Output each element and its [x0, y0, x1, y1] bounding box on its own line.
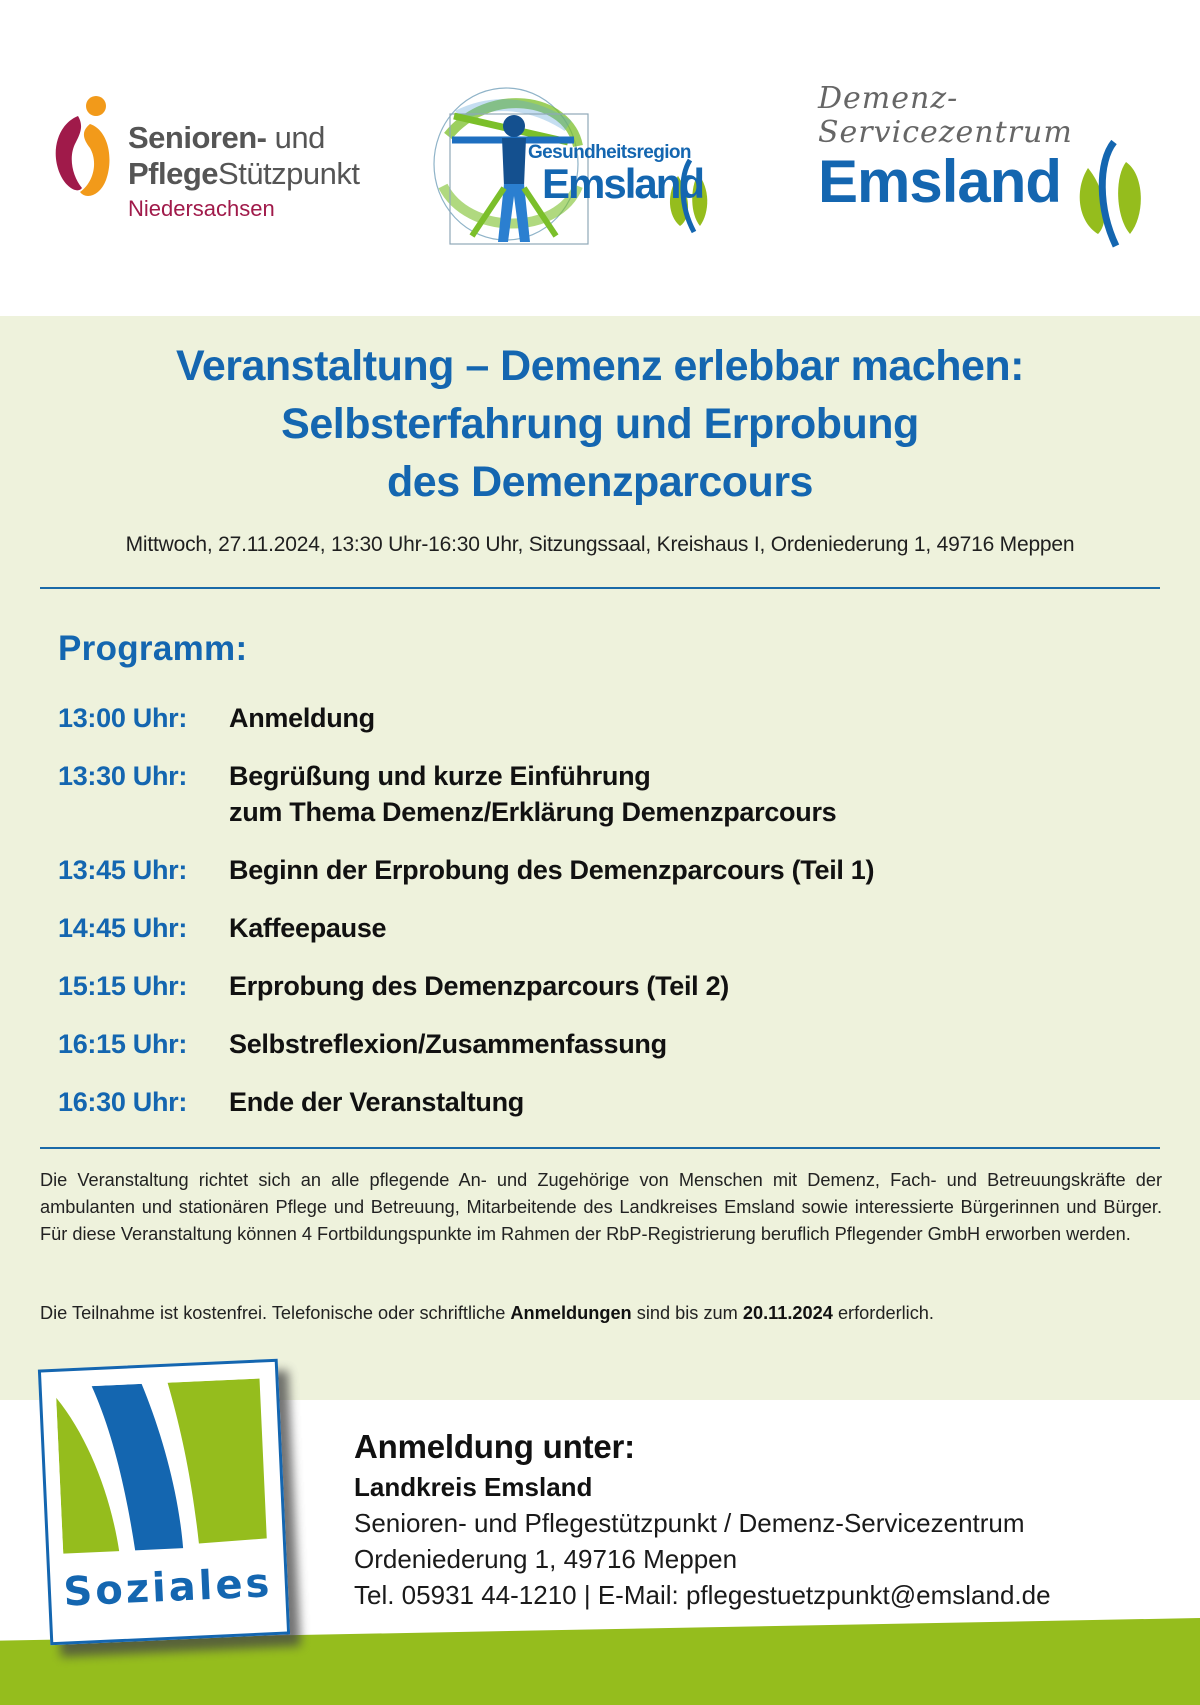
program-desc: Kaffeepause — [229, 913, 387, 943]
contact-block — [354, 1425, 1051, 1613]
logo-senioren-pflegestuetzpunkt — [50, 96, 380, 236]
audience-info: Die Veranstaltung richtet sich an alle pflegende An- und Zugehörige von Menschen mit Demenz, Fach- und Betreuungskräfte der ambulanten und stationären Pflege und Betreuung, Mitarbeitende des Landkreises Emsland sowie interessierte Bürgerinnen und Bürger. Für diese Veranstaltung können 4 Fortbildungspunkte im Rahmen der RbP-Registrierung beruflich Pflegender GmbH erworben werden. — [40, 1170, 1162, 1244]
emsland-wave-icon — [1068, 138, 1158, 248]
ger-line1: Gesundheitsregion — [528, 142, 691, 163]
sps-line3: Niedersachsen — [128, 196, 275, 221]
notice-part2: sind bis zum — [631, 1303, 743, 1323]
dsz-line2: Servicezentrum — [818, 115, 1073, 150]
logo-soziales — [38, 1359, 290, 1646]
program-time: 15:15 Uhr: — [58, 971, 188, 1001]
program-time: 13:00 Uhr: — [58, 703, 188, 733]
soziales-card — [38, 1359, 290, 1646]
sps-line2-bold: Pflege — [128, 156, 219, 191]
event-date-location: Mittwoch, 27.11.2024, 13:30 Uhr-16:30 Uhr, Sitzungssaal, Kreishaus I, Ordeniederung 1, 49716 Meppen — [125, 533, 1075, 556]
divider-top — [40, 587, 1160, 589]
program-desc-line1: Begrüßung und kurze Einführung — [229, 761, 651, 791]
program-item — [58, 700, 1158, 736]
notice-bold-anmeldungen: Anmeldungen — [510, 1303, 632, 1323]
contact-phone-email[interactable]: Tel. 05931 44-1210 | E-Mail: pflegestuetzpunkt@emsland.de — [354, 1580, 1051, 1610]
program-time: 16:15 Uhr: — [58, 1029, 188, 1059]
title-line2: Selbsterfahrung und Erprobung — [281, 400, 919, 448]
dsz-line3: Emsland — [818, 148, 1062, 215]
program-item — [58, 1084, 1158, 1120]
logo-demenz-servicezentrum — [818, 82, 1158, 232]
program-time: 13:45 Uhr: — [58, 855, 188, 885]
program-desc: Selbstreflexion/Zusammenfassung — [229, 1029, 667, 1059]
registration-notice — [40, 1300, 1162, 1327]
program-item — [58, 910, 1158, 946]
contact-heading: Anmeldung unter: — [354, 1428, 635, 1465]
contact-address: Ordeniederung 1, 49716 Meppen — [354, 1544, 738, 1574]
contact-dept: Senioren- und Pflegestützpunkt / Demenz-Servicezentrum — [354, 1508, 1025, 1538]
dsz-line1: Demenz- — [818, 81, 959, 116]
event-title — [0, 337, 1200, 511]
title-line3: des Demenzparcours — [387, 458, 813, 506]
sps-line1-rest: und — [266, 120, 325, 155]
sps-line1-bold: Senioren- — [128, 120, 267, 155]
program-list — [58, 700, 1158, 1142]
program-desc: Anmeldung — [229, 703, 375, 733]
program-item — [58, 1026, 1158, 1062]
sps-line2-rest: Stützpunkt — [218, 156, 360, 191]
program-desc-line2: zum Thema Demenz/Erklärung Demenzparcours — [229, 797, 837, 827]
program-heading: Programm: — [58, 629, 248, 668]
program-desc — [229, 758, 836, 830]
header-logos — [0, 0, 1200, 316]
contact-org: Landkreis Emsland — [354, 1472, 593, 1502]
program-desc: Ende der Veranstaltung — [229, 1087, 524, 1117]
notice-part3: erforderlich. — [832, 1303, 934, 1323]
title-line1: Veranstaltung – Demenz erlebbar machen: — [176, 342, 1024, 390]
program-item — [58, 852, 1158, 888]
soziales-emblem-icon — [56, 1378, 270, 1563]
program-time: 14:45 Uhr: — [58, 913, 188, 943]
program-item — [58, 968, 1158, 1004]
divider-bottom — [40, 1147, 1160, 1149]
notice-part1: Die Teilnahme ist kostenfrei. Telefonische oder schriftliche — [40, 1303, 511, 1323]
ger-line2: Emsland — [542, 160, 704, 207]
program-time: 16:30 Uhr: — [58, 1087, 188, 1117]
notice-bold-deadline: 20.11.2024 — [742, 1303, 833, 1323]
program-item — [58, 758, 1158, 830]
program-desc: Erprobung des Demenzparcours (Teil 2) — [229, 971, 729, 1001]
logo-gesundheitsregion-emsland — [428, 76, 758, 246]
soziales-label: Soziales — [62, 1560, 274, 1616]
program-desc: Beginn der Erprobung des Demenzparcours (Teil 1) — [229, 855, 875, 885]
program-time: 13:30 Uhr: — [58, 761, 188, 791]
sps-emblem-icon — [50, 96, 120, 206]
